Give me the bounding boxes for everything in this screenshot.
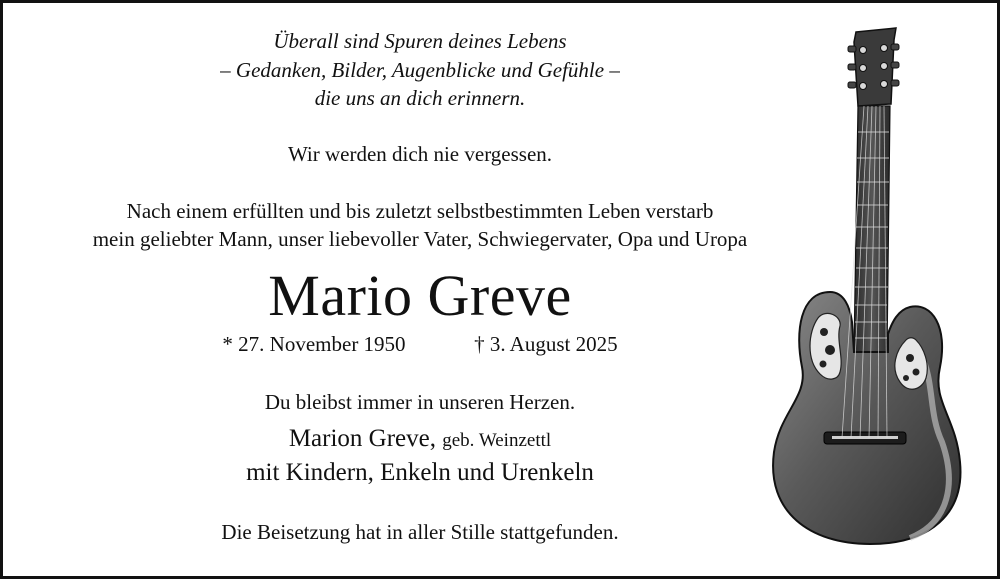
life-dates: [20, 332, 820, 357]
guitar-icon: [760, 22, 980, 557]
poem-line-3: die uns an dich erinnern.: [314, 86, 526, 110]
burial-note: Die Beisetzung hat in aller Stille stattgefunden.: [221, 520, 619, 544]
death-date: † 3. August 2025: [474, 332, 618, 356]
mourner-family: mit Kindern, Enkeln und Urenkeln: [246, 459, 594, 486]
heart-line: Du bleibst immer in unseren Herzen.: [264, 390, 576, 414]
intro-line-1: Nach einem erfüllten und bis zuletzt selbstbestimmten Leben verstarb: [126, 199, 714, 223]
remember-line: Wir werden dich nie vergessen.: [287, 142, 553, 166]
intro-line-2: mein geliebter Mann, unser liebevoller Vater, Schwiegervater, Opa und Uropa: [92, 227, 748, 251]
deceased-name: Mario Greve: [268, 263, 572, 328]
poem-line-1: Überall sind Spuren deines Lebens: [273, 29, 567, 53]
birth-date: * 27. November 1950: [222, 332, 406, 356]
mourner-line: [20, 425, 820, 453]
poem-line-2: – Gedanken, Bilder, Augenblicke und Gefühle –: [220, 58, 620, 82]
mourner-maiden-name: geb. Weinzettl: [442, 430, 552, 451]
mourner-name: Marion Greve,: [288, 425, 436, 452]
